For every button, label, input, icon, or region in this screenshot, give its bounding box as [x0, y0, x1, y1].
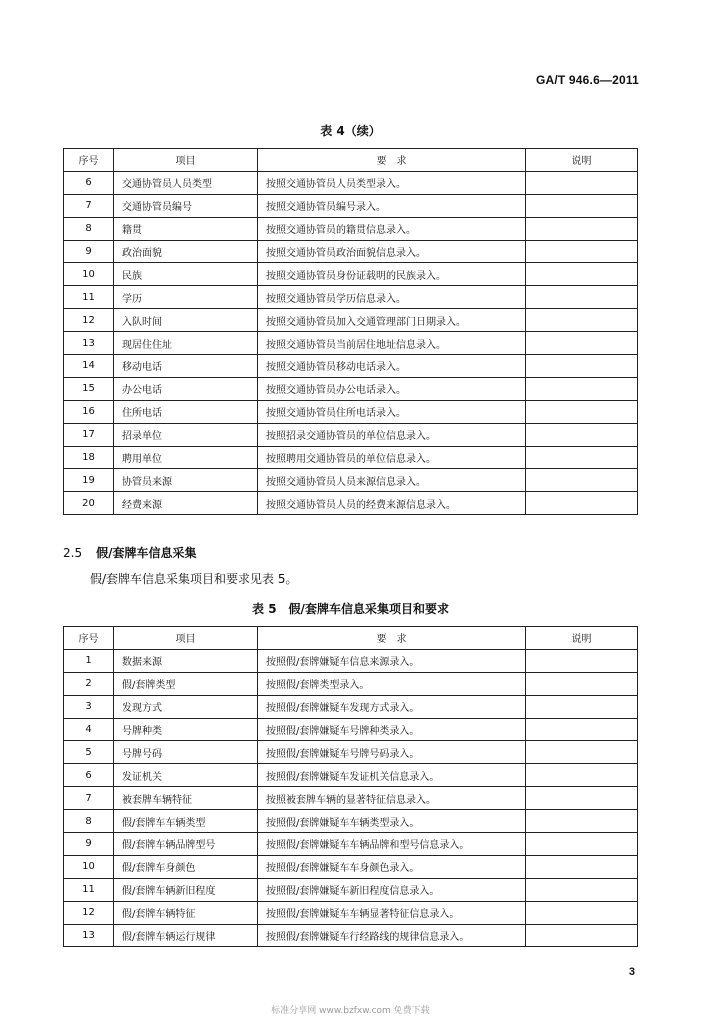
row-number-cell: 4: [64, 718, 114, 741]
row-requirement-cell: 按照交通协管员政治面貌信息录入。: [258, 240, 526, 263]
column-header-item: 项目: [114, 627, 258, 650]
table5: [63, 626, 638, 947]
row-note-cell: [526, 672, 638, 695]
page-number: 3: [628, 966, 635, 978]
row-number-cell: 5: [64, 741, 114, 764]
row-item-cell: 假/套牌车辆特征: [114, 901, 258, 924]
table-row: [64, 833, 638, 856]
row-item-cell: 被套牌车辆特征: [114, 787, 258, 810]
row-number-cell: 13: [64, 332, 114, 355]
row-note-cell: [526, 833, 638, 856]
table-row: [64, 309, 638, 332]
column-header-requirement: 要 求: [258, 627, 526, 650]
row-requirement-cell: 按照假/套牌嫌疑车号牌种类录入。: [258, 718, 526, 741]
table-row: [64, 855, 638, 878]
row-number-cell: 18: [64, 446, 114, 469]
row-number-cell: 1: [64, 649, 114, 672]
row-item-cell: 交通协管员编号: [114, 194, 258, 217]
row-number-cell: 6: [64, 171, 114, 194]
column-header-no: 序号: [64, 627, 114, 650]
row-number-cell: 3: [64, 695, 114, 718]
row-requirement-cell: 按照假/套牌嫌疑车车辆类型录入。: [258, 810, 526, 833]
row-requirement-cell: 按照聘用交通协管员的单位信息录入。: [258, 446, 526, 469]
row-requirement-cell: 按照交通协管员住所电话录入。: [258, 400, 526, 423]
row-number-cell: 8: [64, 810, 114, 833]
row-number-cell: 8: [64, 217, 114, 240]
row-note-cell: [526, 194, 638, 217]
row-item-cell: 假/套牌车辆运行规律: [114, 924, 258, 947]
row-number-cell: 12: [64, 309, 114, 332]
row-item-cell: 假/套牌车车辆类型: [114, 810, 258, 833]
row-requirement-cell: 按照交通协管员加入交通管理部门日期录入。: [258, 309, 526, 332]
row-requirement-cell: 按照假/套牌嫌疑车号牌号码录入。: [258, 741, 526, 764]
section-body-text: 假/套牌车信息采集项目和要求见表 5。: [90, 572, 298, 586]
row-item-cell: 民族: [114, 263, 258, 286]
row-number-cell: 15: [64, 377, 114, 400]
table4-header-row: [64, 149, 638, 172]
table-row: [64, 423, 638, 446]
row-note-cell: [526, 377, 638, 400]
row-item-cell: 现居住住址: [114, 332, 258, 355]
row-number-cell: 13: [64, 924, 114, 947]
row-note-cell: [526, 741, 638, 764]
row-item-cell: 招录单位: [114, 423, 258, 446]
row-note-cell: [526, 787, 638, 810]
row-note-cell: [526, 171, 638, 194]
row-requirement-cell: 按照交通协管员移动电话录入。: [258, 355, 526, 378]
table-row: [64, 924, 638, 947]
row-note-cell: [526, 764, 638, 787]
row-note-cell: [526, 492, 638, 515]
row-note-cell: [526, 400, 638, 423]
row-note-cell: [526, 718, 638, 741]
table5-title: 表 5 假/套牌车信息采集项目和要求: [252, 602, 449, 616]
row-item-cell: 号牌号码: [114, 741, 258, 764]
row-requirement-cell: 按照假/套牌嫌疑车新旧程度信息录入。: [258, 878, 526, 901]
table-row: [64, 355, 638, 378]
row-requirement-cell: 按照交通协管员学历信息录入。: [258, 286, 526, 309]
table-row: [64, 492, 638, 515]
row-requirement-cell: 按照招录交通协管员的单位信息录入。: [258, 423, 526, 446]
row-note-cell: [526, 901, 638, 924]
row-requirement-cell: 按照假/套牌嫌疑车车身颜色录入。: [258, 855, 526, 878]
row-item-cell: 协管员来源: [114, 469, 258, 492]
row-number-cell: 10: [64, 855, 114, 878]
row-number-cell: 7: [64, 194, 114, 217]
table-row: [64, 286, 638, 309]
column-header-no: 序号: [64, 149, 114, 172]
table4: [63, 148, 638, 515]
row-item-cell: 发现方式: [114, 695, 258, 718]
row-note-cell: [526, 332, 638, 355]
row-requirement-cell: 按照交通协管员的籍贯信息录入。: [258, 217, 526, 240]
column-header-requirement: 要 求: [258, 149, 526, 172]
row-requirement-cell: 按照交通协管员人员来源信息录入。: [258, 469, 526, 492]
table4-title: 表 4（续）: [320, 124, 381, 138]
table-row: [64, 878, 638, 901]
column-header-item: 项目: [114, 149, 258, 172]
table5-body: [64, 649, 638, 947]
table-row: [64, 718, 638, 741]
row-number-cell: 12: [64, 901, 114, 924]
row-item-cell: 住所电话: [114, 400, 258, 423]
row-number-cell: 16: [64, 400, 114, 423]
row-requirement-cell: 按照假/套牌嫌疑车车辆显著特征信息录入。: [258, 901, 526, 924]
row-number-cell: 14: [64, 355, 114, 378]
row-item-cell: 假/套牌类型: [114, 672, 258, 695]
row-number-cell: 9: [64, 240, 114, 263]
row-note-cell: [526, 309, 638, 332]
row-item-cell: 籍贯: [114, 217, 258, 240]
table-row: [64, 446, 638, 469]
table-row: [64, 741, 638, 764]
row-requirement-cell: 按照交通协管员当前居住地址信息录入。: [258, 332, 526, 355]
row-number-cell: 11: [64, 878, 114, 901]
row-note-cell: [526, 649, 638, 672]
table5-header-row: [64, 627, 638, 650]
row-requirement-cell: 按照假/套牌类型录入。: [258, 672, 526, 695]
table-row: [64, 332, 638, 355]
column-header-note: 说明: [526, 149, 638, 172]
section-title: 假/套牌车信息采集: [96, 546, 197, 560]
row-item-cell: 政治面貌: [114, 240, 258, 263]
table4-body: [64, 171, 638, 514]
table-row: [64, 400, 638, 423]
row-note-cell: [526, 355, 638, 378]
row-note-cell: [526, 446, 638, 469]
table-row: [64, 901, 638, 924]
row-note-cell: [526, 855, 638, 878]
row-number-cell: 7: [64, 787, 114, 810]
row-number-cell: 6: [64, 764, 114, 787]
row-item-cell: 假/套牌车辆新旧程度: [114, 878, 258, 901]
row-number-cell: 19: [64, 469, 114, 492]
row-item-cell: 假/套牌车身颜色: [114, 855, 258, 878]
row-number-cell: 2: [64, 672, 114, 695]
row-note-cell: [526, 878, 638, 901]
table-row: [64, 672, 638, 695]
table-row: [64, 695, 638, 718]
row-note-cell: [526, 240, 638, 263]
row-requirement-cell: 按照假/套牌嫌疑车车辆品牌和型号信息录入。: [258, 833, 526, 856]
row-item-cell: 经费来源: [114, 492, 258, 515]
row-note-cell: [526, 469, 638, 492]
table-row: [64, 263, 638, 286]
row-item-cell: 移动电话: [114, 355, 258, 378]
row-item-cell: 假/套牌车辆品牌型号: [114, 833, 258, 856]
row-item-cell: 数据来源: [114, 649, 258, 672]
row-number-cell: 11: [64, 286, 114, 309]
table-row: [64, 764, 638, 787]
row-requirement-cell: 按照交通协管员人员的经费来源信息录入。: [258, 492, 526, 515]
row-requirement-cell: 按照交通协管员办公电话录入。: [258, 377, 526, 400]
column-header-note: 说明: [526, 627, 638, 650]
row-requirement-cell: 按照假/套牌嫌疑车行经路线的规律信息录入。: [258, 924, 526, 947]
row-item-cell: 聘用单位: [114, 446, 258, 469]
table-row: [64, 171, 638, 194]
row-requirement-cell: 按照被套牌车辆的显著特征信息录入。: [258, 787, 526, 810]
table-row: [64, 810, 638, 833]
row-number-cell: 20: [64, 492, 114, 515]
table-row: [64, 649, 638, 672]
row-note-cell: [526, 810, 638, 833]
row-item-cell: 学历: [114, 286, 258, 309]
row-number-cell: 9: [64, 833, 114, 856]
watermark: 标准分享网 www.bzfxw.com 免费下载: [271, 1006, 430, 1016]
row-requirement-cell: 按照假/套牌嫌疑车发现方式录入。: [258, 695, 526, 718]
table-row: [64, 377, 638, 400]
row-note-cell: [526, 217, 638, 240]
row-item-cell: 入队时间: [114, 309, 258, 332]
row-note-cell: [526, 263, 638, 286]
row-requirement-cell: 按照假/套牌嫌疑车信息来源录入。: [258, 649, 526, 672]
table-row: [64, 194, 638, 217]
row-item-cell: 交通协管员人员类型: [114, 171, 258, 194]
row-item-cell: 号牌种类: [114, 718, 258, 741]
row-number-cell: 17: [64, 423, 114, 446]
row-requirement-cell: 按照交通协管员编号录入。: [258, 194, 526, 217]
row-requirement-cell: 按照假/套牌嫌疑车发证机关信息录入。: [258, 764, 526, 787]
row-requirement-cell: 按照交通协管员人员类型录入。: [258, 171, 526, 194]
table-row: [64, 469, 638, 492]
row-note-cell: [526, 286, 638, 309]
row-item-cell: 办公电话: [114, 377, 258, 400]
row-requirement-cell: 按照交通协管员身份证载明的民族录入。: [258, 263, 526, 286]
row-item-cell: 发证机关: [114, 764, 258, 787]
table-row: [64, 217, 638, 240]
row-note-cell: [526, 423, 638, 446]
table-row: [64, 787, 638, 810]
table-row: [64, 240, 638, 263]
row-number-cell: 10: [64, 263, 114, 286]
row-note-cell: [526, 695, 638, 718]
document-code: GA/T 946.6—2011: [535, 73, 639, 87]
row-note-cell: [526, 924, 638, 947]
section-heading: [63, 544, 196, 561]
section-number: 2.5: [63, 546, 83, 560]
